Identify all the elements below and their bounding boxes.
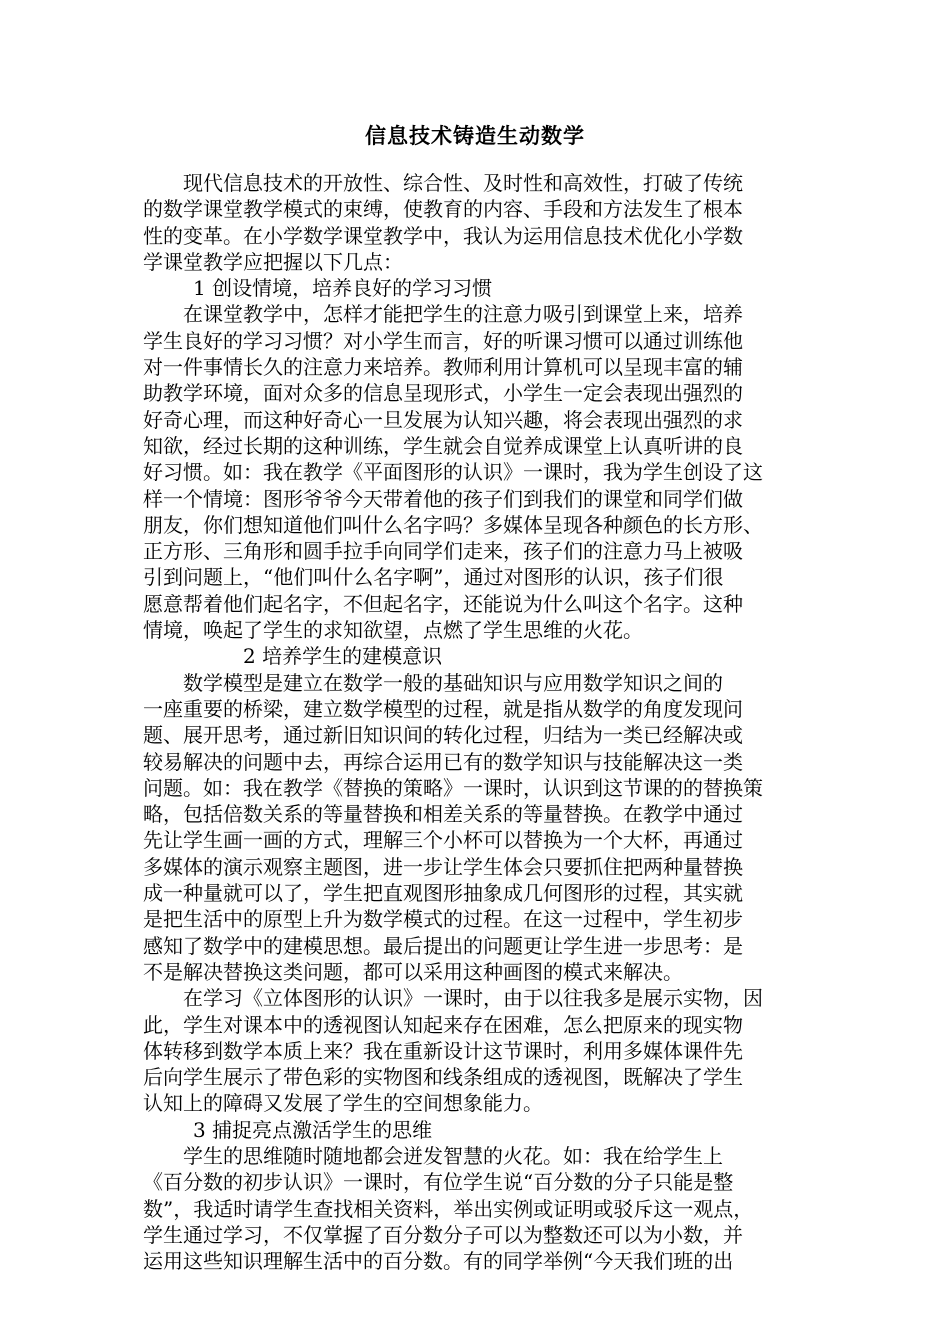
text-line: 体转移到数学本质上来？我在重新设计这节课时，利用多媒体课件先 [143,1038,743,1063]
text-line: 问题。如：我在教学《替换的策略》一课时，认识到这节课的的替换策 [143,775,763,800]
text-line: 成一种量就可以了，学生把直观图形抽象成几何图形的过程，其实就 [143,881,743,906]
text-line: 学生良好的学习习惯？对小学生而言，好的听课习惯可以通过训练他 [143,328,743,353]
text-line: 感知了数学中的建模思想。最后提出的问题更让学生进一步思考：是 [143,933,743,958]
text-line: 样一个情境：图形爷爷今天带着他的孩子们到我们的课堂和同学们做 [143,486,743,511]
text-line: 的数学课堂教学模式的束缚，使教育的内容、手段和方法发生了根本 [143,197,743,222]
text-line: 在学习《立体图形的认识》一课时，由于以往我多是展示实物，因 [183,986,763,1011]
text-line: 题、展开思考，通过新旧知识间的转化过程，归结为一类已经解决或 [143,723,743,748]
text-line: 运用这些知识理解生活中的百分数。有的同学举例“今天我们班的出 [143,1249,734,1274]
text-line: 学生通过学习，不仅掌握了百分数分子可以为整数还可以为小数，并 [143,1222,743,1247]
text-line: 学课堂教学应把握以下几点： [143,249,403,274]
text-line: 较易解决的问题中去，再综合运用已有的数学知识与技能解决这一类 [143,749,743,774]
text-line: 一座重要的桥梁，建立数学模型的过程，就是指从数学的角度发现问 [143,696,743,721]
text-line: 后向学生展示了带色彩的实物图和线条组成的透视图，既解决了学生 [143,1065,743,1090]
text-line: 是把生活中的原型上升为数学模式的过程。在这一过程中，学生初步 [143,907,743,932]
text-line: 对一件事情长久的注意力来培养。教师利用计算机可以呈现丰富的辅 [143,355,743,380]
text-line: 数学模型是建立在数学一般的基础知识与应用数学知识之间的 [183,670,723,695]
text-line: 多媒体的演示观察主题图，进一步让学生体会只要抓住把两种量替换 [143,854,743,879]
document-title: 信息技术铸造生动数学 [365,124,585,148]
text-line: 现代信息技术的开放性、综合性、及时性和高效性，打破了传统 [183,171,743,195]
text-line: 认知上的障碍又发展了学生的空间想象能力。 [143,1091,543,1116]
text-line: 《百分数的初步认识》一课时，有位学生说“百分数的分子只能是整 [143,1170,734,1195]
text-line: 愿意帮着他们起名字，不但起名字，还能说为什么叫这个名字。这种 [143,591,743,616]
text-line: 好习惯。如：我在教学《平面图形的认识》一课时，我为学生创设了这 [143,460,763,485]
section-heading: 3 捕捉亮点激活学生的思维 [193,1117,433,1142]
text-line: 正方形、三角形和圆手拉手向同学们走来，孩子们的注意力马上被吸 [143,539,743,564]
text-line: 略，包括倍数关系的等量替换和相差关系的等量替换。在教学中通过 [143,802,743,827]
text-line: 知欲，经过长期的这种训练，学生就会自觉养成课堂上认真听讲的良 [143,433,743,458]
text-line: 数”，我适时请学生查找相关资料，举出实例或证明或驳斥这一观点， [143,1196,754,1221]
document-body [143,170,808,1274]
text-line: 朋友，你们想知道他们叫什么名字吗？多媒体呈现各种颜色的长方形、 [143,512,763,537]
text-line: 不是解决替换这类问题，都可以采用这种画图的模式来解决。 [143,959,683,984]
text-line: 好奇心理，而这种好奇心一旦发展为认知兴趣，将会表现出强烈的求 [143,407,743,432]
text-line: 先让学生画一画的方式，理解三个小杯可以替换为一个大杯，再通过 [143,828,743,853]
text-line: 此，学生对课本中的透视图认知起来存在困难，怎么把原来的现实物 [143,1012,743,1037]
text-line: 情境，唤起了学生的求知欲望，点燃了学生思维的火花。 [143,618,643,643]
text-line: 学生的思维随时随地都会迸发智慧的火花。如：我在给学生上 [183,1143,723,1168]
text-line: 引到问题上，“他们叫什么名字啊”，通过对图形的认识，孩子们很 [143,565,724,590]
section-heading: 2 培养学生的建模意识 [243,644,443,669]
text-line: 性的变革。在小学数学课堂教学中，我认为运用信息技术优化小学数 [143,223,743,248]
section-heading: 1 创设情境，培养良好的学习习惯 [193,276,493,301]
text-line: 在课堂教学中，怎样才能把学生的注意力吸引到课堂上来，培养 [183,302,743,327]
text-line: 助教学环境，面对众多的信息呈现形式，小学生一定会表现出强烈的 [143,381,743,406]
